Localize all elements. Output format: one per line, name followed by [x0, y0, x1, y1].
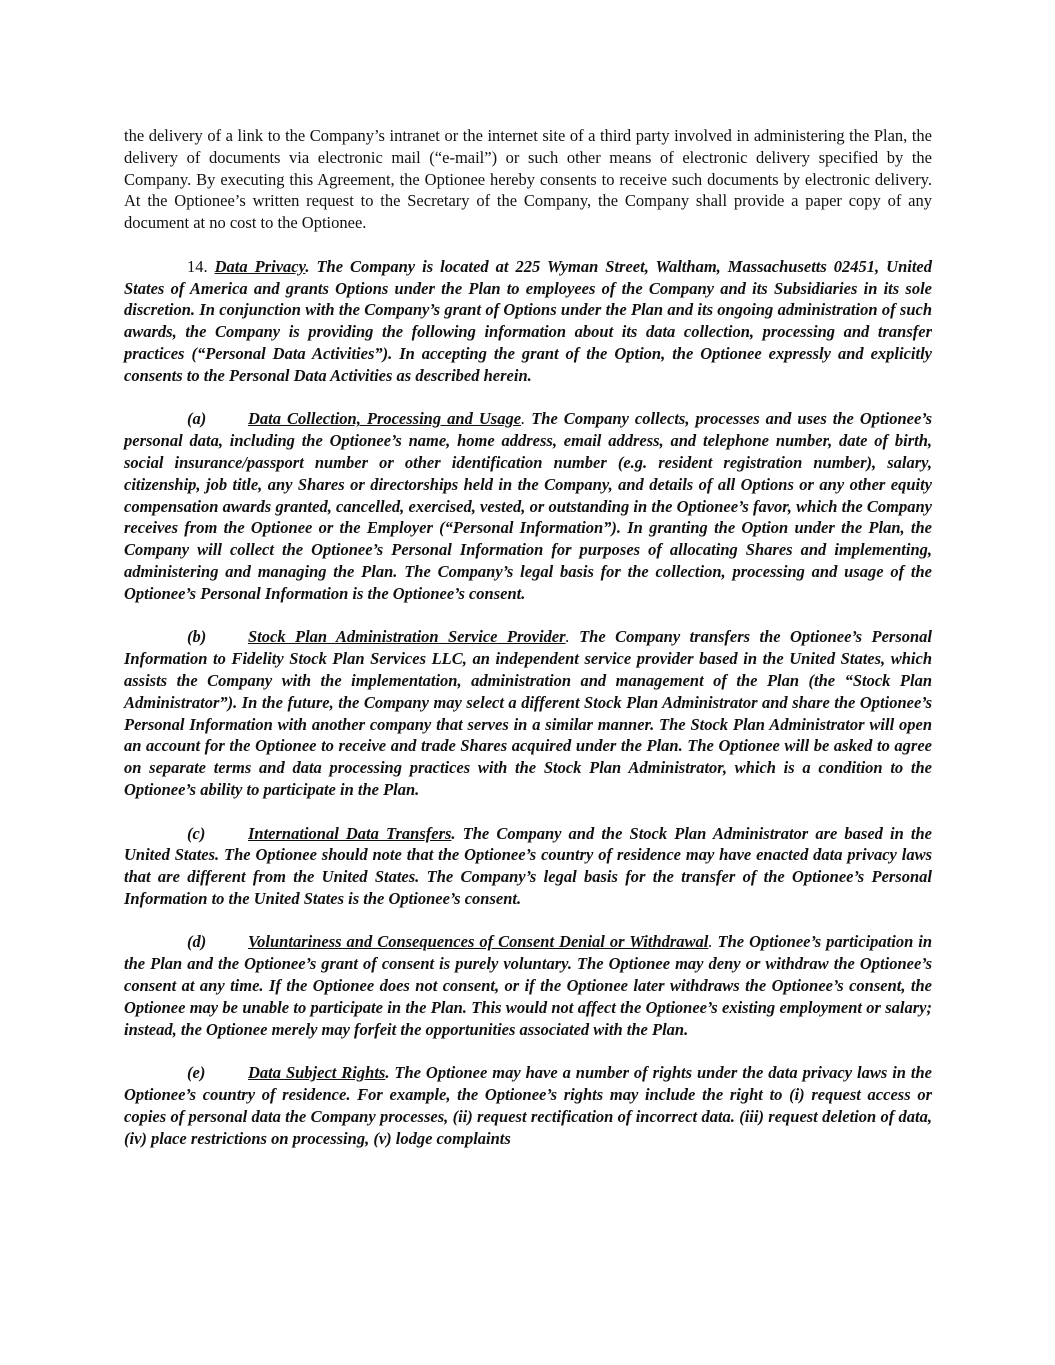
subsection-label: (d) — [187, 932, 207, 952]
subsection-heading-punct: . — [521, 409, 526, 429]
subsection-list — [124, 408, 932, 1149]
subsection-body: The Company and the Stock Plan Administrator are based in the United States. The Optionee should note that the Optionee’s country of residence may have enacted data privacy laws that are different from the United States. The Company’s legal basis for the transfer of the Optionee’s Personal Information to the United States is the Optionee’s consent. — [124, 823, 932, 908]
section-14-heading: Data Privacy — [214, 256, 306, 276]
subsection-heading-punct: . — [565, 627, 570, 647]
subsection-a — [124, 408, 932, 604]
subsection-e — [124, 1062, 932, 1149]
subsection-heading-punct: . — [451, 823, 456, 843]
subsection-label: (e) — [187, 1063, 206, 1083]
subsection-c — [124, 823, 932, 910]
subsection-heading: Data Subject Rights — [248, 1063, 386, 1083]
subsection-body: The Company transfers the Optionee’s Personal Information to Fidelity Stock Plan Services LLC, an independent service provider based in the United States, which assists the Company with the implementation, administration and management of the Plan (the “Stock Plan Administrator”). In the future, the Company may select a different Stock Plan Administrator and share the Optionee’s Personal Information with another company that serves in a similar manner. The Stock Plan Administrator will open an account for the Optionee to receive and trade Shares acquired under the Plan. The Optionee will be asked to agree on separate terms and data processing practices with the Stock Plan Administrator, which is a condition to the Optionee’s ability to participate in the Plan. — [124, 627, 932, 799]
subsection-heading: Voluntariness and Consequences of Consent Denial or Withdrawal — [248, 932, 709, 952]
subsection-heading-punct: . — [385, 1063, 390, 1083]
subsection-body: The Company collects, processes and uses the Optionee’s personal data, including the Optionee’s name, home address, email address, and telephone number, date of birth, social insurance/passport number or other identification number (e.g. resident registration number), salary, citizenship, job title, any Shares or directorships held in the Company, and details of all Options or any other equity compensation awards granted, cancelled, exercised, vested, or outstanding in the Optionee’s favor, which the Company receives from the Optionee or the Employer (“Personal Information”). In granting the Option under the Plan, the Company will collect the Optionee’s Personal Information for purposes of allocating Shares and implementing, administering and managing the Plan. The Company’s legal basis for the collection, processing and usage of the Optionee’s Personal Information is the Optionee’s consent. — [124, 409, 932, 603]
section-14-body: The Company is located at 225 Wyman Street, Waltham, Massachusetts 02451, United States of America and grants Options under the Plan to employees of the Company and its Subsidiaries in its sole discretion. In conjunction with the Company’s grant of Options under the Plan and its ongoing administration of such awards, the Company is providing the following information about its data collection, processing and transfer practices (“Personal Data Activities”). In accepting the grant of the Option, the Optionee expressly and explicitly consents to the Personal Data Activities as described herein. — [124, 256, 932, 385]
section-14-number: 14. — [187, 256, 208, 276]
document-page — [124, 125, 932, 1149]
subsection-label: (c) — [187, 823, 206, 843]
subsection-heading: International Data Transfers — [248, 823, 452, 843]
subsection-heading: Data Collection, Processing and Usage — [248, 409, 522, 429]
subsection-label: (b) — [187, 627, 207, 647]
subsection-body: The Optionee may have a number of rights under the data privacy laws in the Optionee’s country of residence. For example, the Optionee’s rights may include the right to (i) request access or copies of personal data the Company processes, (ii) request rectification of incorrect data. (iii) request deletion of data, (iv) place restrictions on processing, (v) lodge complaints — [124, 1063, 932, 1148]
intro-paragraph: the delivery of a link to the Company’s intranet or the internet site of a third party involved in administering the Plan, the delivery of documents via electronic mail (“e-mail”) or such other means of electronic delivery specified by the Company. By executing this Agreement, the Optionee hereby consents to receive such documents by electronic delivery. At the Optionee’s written request to the Secretary of the Company, the Company shall provide a paper copy of any document at no cost to the Optionee. — [124, 126, 932, 233]
section-14-paragraph — [124, 256, 932, 387]
subsection-d — [124, 931, 932, 1040]
subsection-b — [124, 626, 932, 800]
subsection-body: The Optionee’s participation in the Plan and the Optionee’s grant of consent is purely voluntary. The Optionee may deny or withdraw the Optionee’s consent at any time. If the Optionee does not consent, or if the Optionee later withdraws the Optionee’s consent, the Optionee may be unable to participate in the Plan. This would not affect the Optionee’s existing employment or salary; instead, the Optionee merely may forfeit the opportunities associated with the Plan. — [124, 932, 933, 1039]
subsection-heading-punct: . — [708, 932, 713, 952]
section-14-heading-punct: . — [305, 256, 310, 276]
subsection-heading: Stock Plan Administration Service Provider — [248, 627, 566, 647]
subsection-label: (a) — [187, 409, 207, 429]
